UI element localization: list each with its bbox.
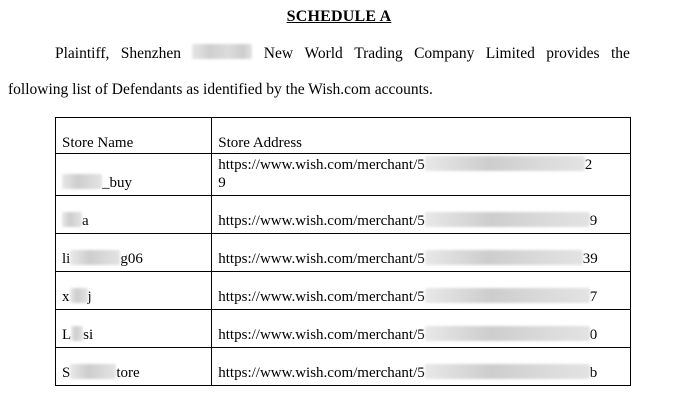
document-title: SCHEDULE A — [286, 8, 392, 25]
store-address-cell — [212, 310, 631, 348]
store-address-cell — [212, 272, 631, 310]
store-address-suffix: 39 — [582, 251, 598, 267]
word: Company — [414, 45, 475, 62]
redacted-store-name — [71, 326, 83, 341]
store-address-prefix: https://www.wish.com/merchant/5 — [218, 251, 425, 267]
store-name-suffix: g06 — [120, 251, 143, 267]
redacted-company-name — [192, 44, 252, 59]
store-name-prefix: li — [62, 251, 71, 267]
store-address-cell — [212, 348, 631, 386]
store-address-suffix: 0 — [589, 327, 598, 343]
word: provides — [546, 45, 600, 62]
redacted-merchant-id — [425, 250, 583, 265]
redacted-store-name — [70, 288, 88, 303]
store-address-prefix: https://www.wish.com/merchant/5 — [218, 157, 425, 173]
redacted-merchant-id — [425, 212, 590, 227]
store-name — [62, 288, 205, 306]
store-address-prefix: https://www.wish.com/merchant/5 — [218, 289, 425, 305]
table-row — [56, 234, 631, 272]
store-address — [218, 156, 624, 174]
store-address-suffix: 2 — [584, 157, 593, 173]
store-name-cell — [56, 234, 212, 272]
store-address-prefix: https://www.wish.com/merchant/5 — [218, 365, 425, 381]
store-address-suffix: 7 — [589, 289, 598, 305]
store-name-cell — [56, 348, 212, 386]
word: World — [304, 45, 343, 62]
header-store-address: Store Address — [212, 118, 631, 154]
word: Trading — [354, 45, 403, 62]
table-header-row — [56, 118, 631, 154]
store-name-cell — [56, 310, 212, 348]
store-name-cell — [56, 196, 212, 234]
table-row — [56, 196, 631, 234]
word: New — [263, 45, 294, 62]
redacted-merchant-id — [425, 288, 590, 303]
redacted-store-name — [62, 174, 102, 189]
store-address — [218, 212, 624, 230]
store-address — [218, 250, 624, 268]
store-address — [218, 326, 624, 344]
intro-paragraph-line2: following list of Defendants as identified by the Wish.com accounts. — [8, 81, 433, 98]
store-address-cell — [212, 196, 631, 234]
store-address-cell — [212, 154, 631, 196]
store-name-cell — [56, 154, 212, 196]
table-row — [56, 310, 631, 348]
table-row — [56, 154, 631, 196]
redacted-merchant-id — [425, 326, 590, 341]
store-address — [218, 288, 624, 306]
store-name-prefix: L — [62, 327, 72, 343]
store-name-suffix: si — [83, 327, 94, 343]
store-name-prefix: x — [62, 289, 70, 305]
word: the — [610, 45, 630, 62]
redacted-merchant-id — [425, 156, 585, 171]
defendants-table — [55, 117, 631, 386]
store-address-prefix: https://www.wish.com/merchant/5 — [218, 327, 425, 343]
store-name — [62, 326, 205, 344]
store-address-prefix: https://www.wish.com/merchant/5 — [218, 213, 425, 229]
store-name-suffix: tore — [116, 365, 140, 381]
store-name — [62, 174, 205, 192]
word: Limited — [485, 45, 535, 62]
header-store-name: Store Name — [56, 118, 212, 154]
table-row — [56, 348, 631, 386]
store-address-continuation: 9 — [218, 175, 226, 191]
store-name-prefix: S — [62, 365, 71, 381]
store-name-suffix: _buy — [102, 175, 132, 191]
store-address-suffix: b — [589, 365, 598, 381]
word: Shenzhen — [120, 45, 182, 62]
redacted-store-name — [70, 364, 116, 379]
store-name — [62, 364, 205, 382]
store-name-cell — [56, 272, 212, 310]
redacted-store-name — [62, 212, 82, 227]
store-name-suffix: a — [82, 213, 89, 229]
store-address-cell — [212, 234, 631, 272]
store-address — [218, 364, 624, 382]
intro-paragraph-line1 — [55, 44, 630, 64]
redacted-store-name — [70, 250, 120, 265]
store-name — [62, 250, 205, 268]
redacted-merchant-id — [425, 364, 590, 379]
store-address-suffix: 9 — [589, 213, 598, 229]
word: Plaintiff, — [55, 45, 110, 62]
store-name — [62, 212, 205, 230]
table-row — [56, 272, 631, 310]
store-name-suffix: j — [87, 289, 92, 305]
table-body — [56, 154, 631, 386]
